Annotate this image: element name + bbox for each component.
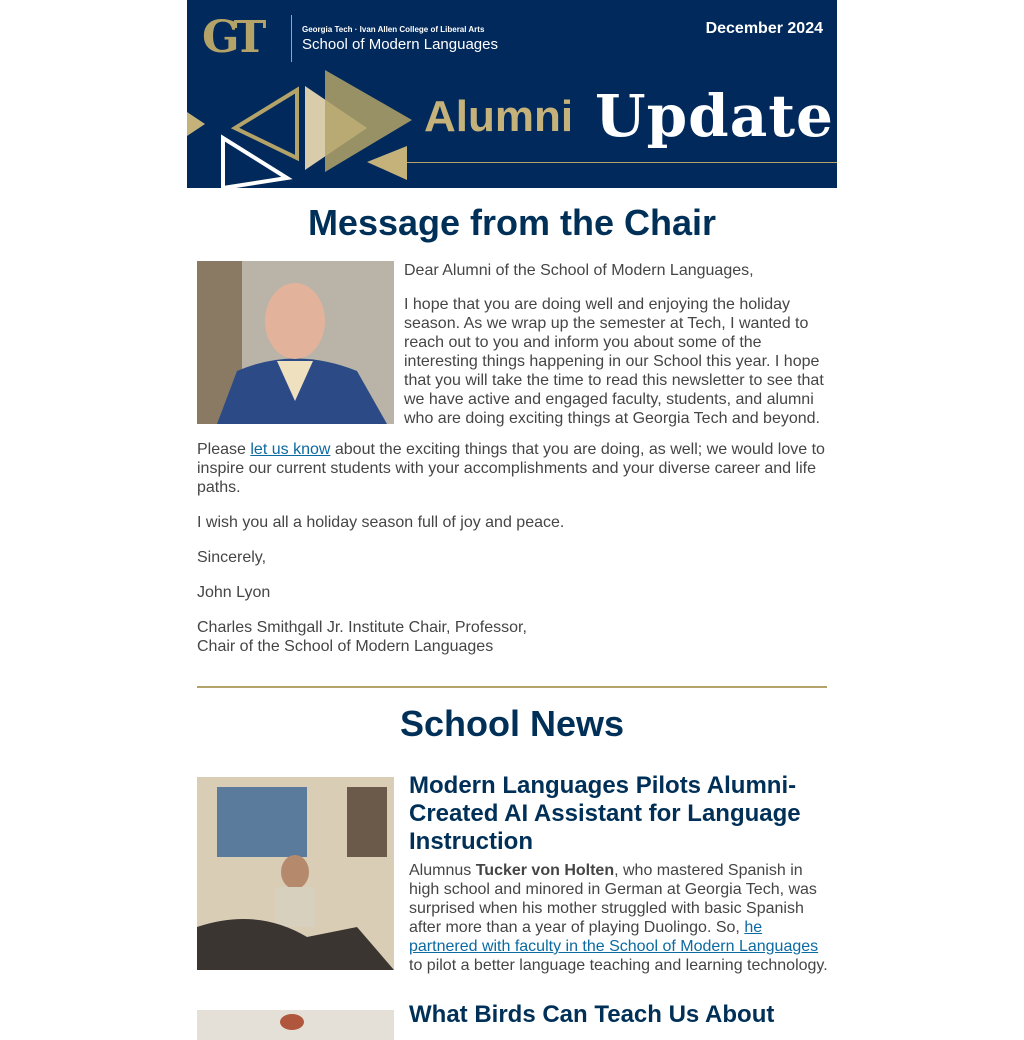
news-photo-2	[197, 1010, 394, 1040]
news-item-2-title[interactable]	[409, 1001, 829, 1029]
partnered-link[interactable]: he partnered with faculty in the School of Modern Languages	[409, 919, 819, 955]
gt-logo: GT	[202, 12, 261, 63]
text: Please	[197, 441, 251, 458]
greeting: Dear Alumni of the School of Modern Languages,	[404, 262, 754, 279]
title-alumni: Alumni	[424, 92, 574, 141]
chair-photo	[197, 261, 394, 424]
school-name: School of Modern Languages	[302, 36, 498, 53]
text: Alumnus	[409, 862, 476, 879]
section-divider	[197, 686, 827, 688]
text: , who mastered Spanish in high school and minored in German at Georgia Tech, was surprised when his mother struggled with basic Spanish after more than a year of playing Duolingo. So,	[409, 862, 817, 936]
let-us-know-link[interactable]: let us know	[250, 441, 331, 458]
news-item-1-title[interactable]	[409, 772, 829, 856]
text: to pilot a better language teaching and learning technology.	[409, 957, 828, 974]
chair-title-2: Chair of the School of Modern Languages	[197, 638, 494, 655]
divider	[291, 15, 292, 62]
newsletter	[187, 0, 837, 1028]
chair-heading: Message from the Chair	[307, 202, 717, 243]
triangle-decoration-icon	[187, 60, 427, 188]
news-photo-1	[197, 777, 394, 970]
alumnus-name: Tucker von Holten	[475, 862, 615, 879]
chair-name: John Lyon	[197, 584, 271, 601]
header-banner	[187, 0, 837, 188]
news-heading: School News	[399, 703, 625, 744]
issue-date: December 2024	[705, 20, 823, 37]
college-name: Georgia Tech · Ivan Allen College of Liberal Arts	[302, 25, 485, 34]
header-rule	[407, 162, 837, 163]
closing: Sincerely,	[197, 549, 267, 566]
chair-title-1: Charles Smithgall Jr. Institute Chair, Professor,	[197, 619, 527, 636]
title-text[interactable]: What Birds Can Teach Us About	[409, 1001, 775, 1028]
chair-paragraph-2	[197, 440, 827, 497]
chair-paragraph-1: I hope that you are doing well and enjoying the holiday season. As we wrap up the semester at Tech, I wanted to reach out to you and inform you about some of the interesting things happening in our School this year. I hope that you will take the time to read this newsletter to see that we have active and engaged faculty, students, and alumni who are doing exciting things at Georgia Tech and beyond.	[404, 296, 824, 427]
text: about the exciting things that you are doing, as well; we would love to inspire our current students with your accomplishments and your diverse career and life paths.	[197, 441, 825, 496]
title-text[interactable]: Modern Languages Pilots Alumni-Created AI Assistant for Language Instruction	[409, 772, 801, 855]
title-update: Update	[595, 82, 834, 150]
news-item-1-summary	[409, 861, 834, 975]
chair-paragraph-3: I wish you all a holiday season full of joy and peace.	[197, 514, 565, 531]
